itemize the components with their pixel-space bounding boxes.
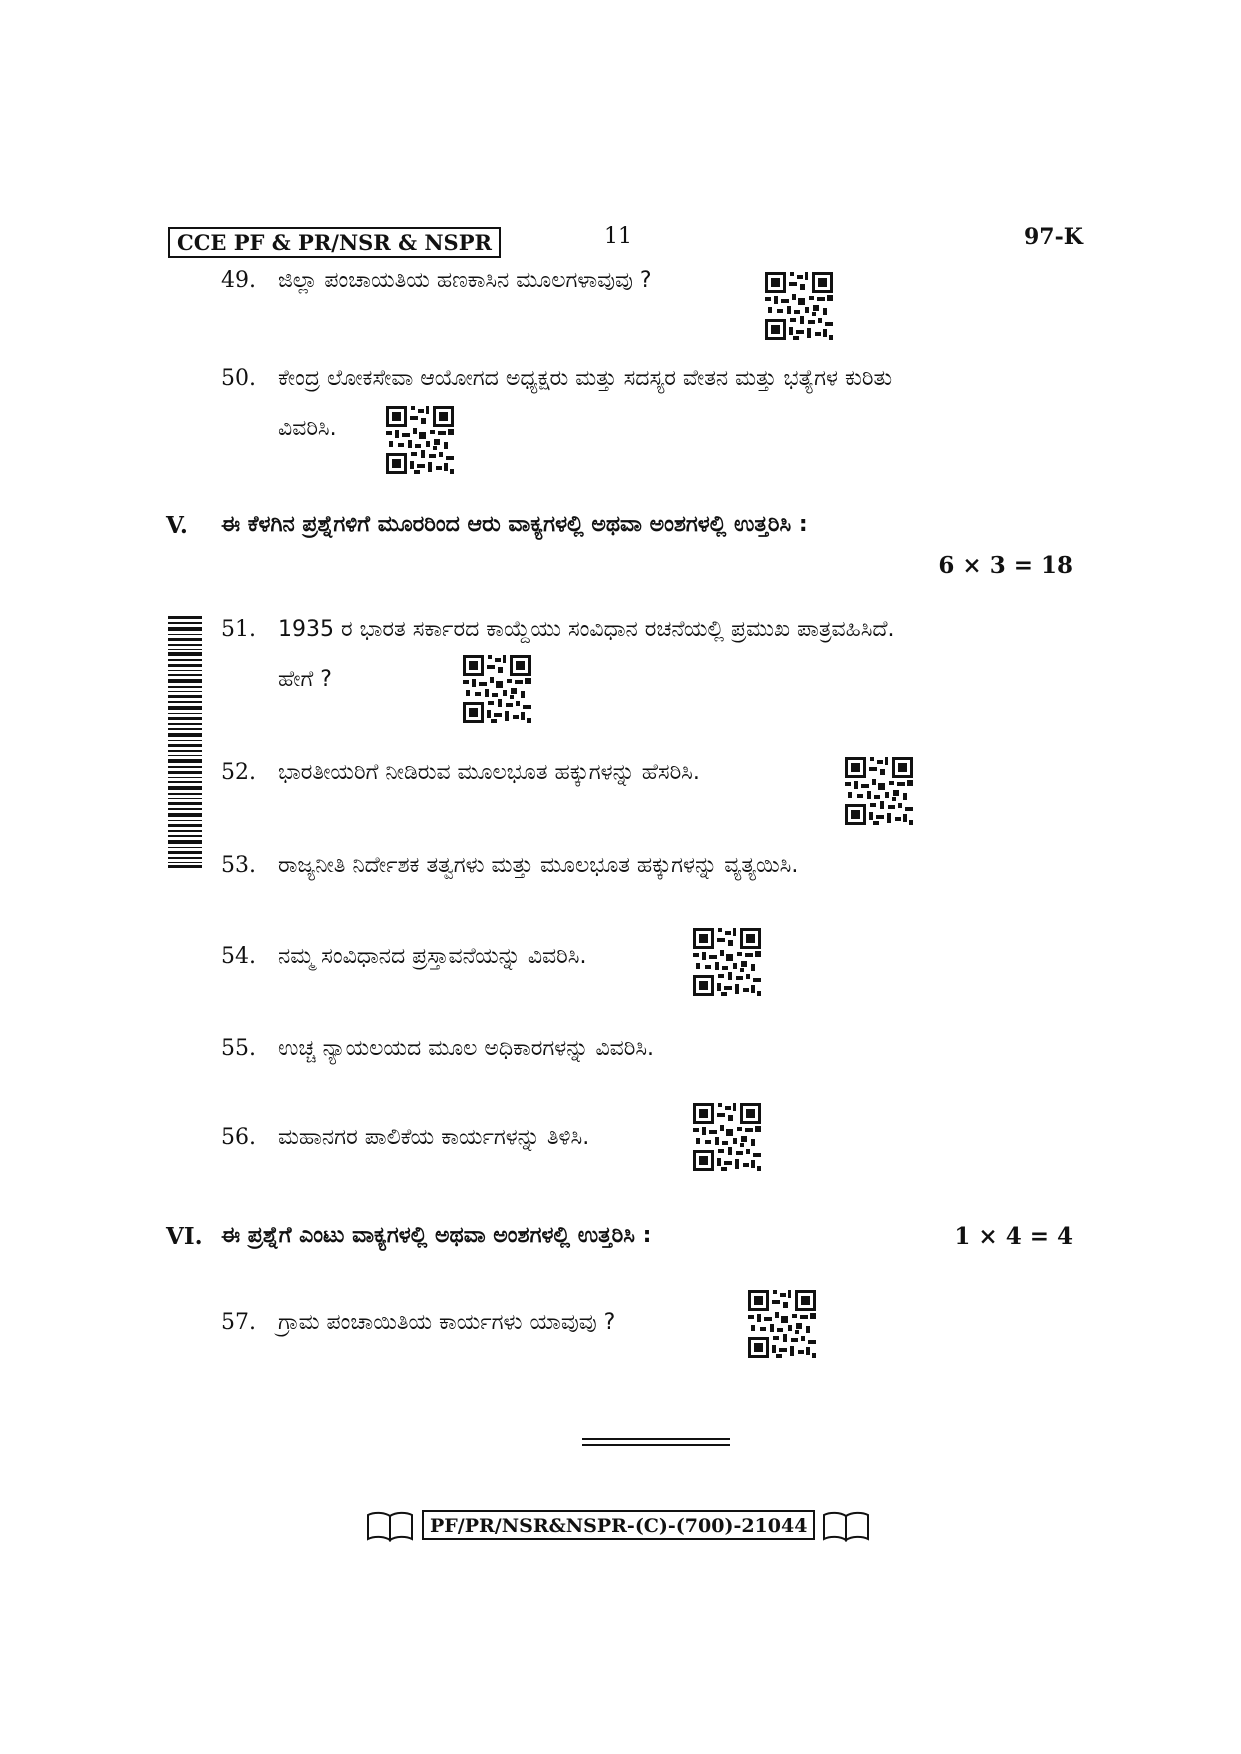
question-text-continued: ಹೇಗೆ ? xyxy=(278,667,332,692)
question-text: ನಮ್ಮ ಸಂವಿಧಾನದ ಪ್ರಸ್ತಾವನೆಯನ್ನು ವಿವರಿಸಿ. xyxy=(278,944,587,969)
question-number: 49. xyxy=(221,268,256,293)
footer-code-box: PF/PR/NSR&NSPR-(C)-(700)-21044 xyxy=(422,1510,815,1540)
question-text: 1935 ರ ಭಾರತ ಸರ್ಕಾರದ ಕಾಯ್ದೆಯು ಸಂವಿಧಾನ ರಚನೆಯಲ್ಲಿ ಪ್ರಮುಖ ಪಾತ್ರವಹಿಸಿದೆ. xyxy=(278,617,895,642)
book-icon xyxy=(822,1510,870,1542)
section-instruction: ಈ ಪ್ರಶ್ನೆಗೆ ಎಂಟು ವಾಕ್ಯಗಳಲ್ಲಿ ಅಥವಾ ಅಂಶಗಳಲ್ಲಿ ಉತ್ತರಿಸಿ : xyxy=(221,1223,652,1248)
question-number: 51. xyxy=(221,617,256,642)
question-number: 52. xyxy=(221,760,256,785)
question-number: 54. xyxy=(221,944,256,969)
question-text: ಗ್ರಾಮ ಪಂಚಾಯಿತಿಯ ಕಾರ್ಯಗಳು ಯಾವುವು ? xyxy=(278,1310,616,1335)
question-text: ಮಹಾನಗರ ಪಾಲಿಕೆಯ ಕಾರ್ಯಗಳನ್ನು ತಿಳಿಸಿ. xyxy=(278,1125,590,1150)
book-icon xyxy=(366,1510,414,1542)
question-text: ಉಚ್ಚ ನ್ಯಾಯಲಯದ ಮೂಲ ಅಧಿಕಾರಗಳನ್ನು ವಿವರಿಸಿ. xyxy=(278,1036,655,1061)
qr-code-icon[interactable] xyxy=(765,272,833,340)
qr-code-icon[interactable] xyxy=(693,928,761,996)
question-text: ಕೇಂದ್ರ ಲೋಕಸೇವಾ ಆಯೋಗದ ಅಧ್ಯಕ್ಷರು ಮತ್ತು ಸದಸ್ಯರ ವೇತನ ಮತ್ತು ಭತ್ಯೆಗಳ ಕುರಿತು xyxy=(278,366,893,391)
question-text: ರಾಜ್ಯನೀತಿ ನಿರ್ದೇಶಕ ತತ್ವಗಳು ಮತ್ತು ಮೂಲಭೂತ ಹಕ್ಕುಗಳನ್ನು ವ್ಯತ್ಯಯಿಸಿ. xyxy=(278,853,799,878)
section-number: V. xyxy=(166,512,188,539)
exam-code-box: CCE PF & PR/NSR & NSPR xyxy=(168,227,501,258)
section-number: VI. xyxy=(166,1223,203,1250)
section-marks: 6 × 3 = 18 xyxy=(938,552,1073,579)
question-text: ಭಾರತೀಯರಿಗೆ ನೀಡಿರುವ ಮೂಲಭೂತ ಹಕ್ಕುಗಳನ್ನು ಹೆಸರಿಸಿ. xyxy=(278,760,700,785)
barcode-icon xyxy=(168,616,202,868)
qr-code-icon[interactable] xyxy=(693,1103,761,1171)
question-number: 50. xyxy=(221,366,256,391)
question-number: 57. xyxy=(221,1310,256,1335)
qr-code-icon[interactable] xyxy=(845,757,913,825)
section-marks: 1 × 4 = 4 xyxy=(954,1223,1073,1250)
question-text-continued: ವಿವರಿಸಿ. xyxy=(278,416,337,441)
question-number: 53. xyxy=(221,853,256,878)
qr-code-icon[interactable] xyxy=(463,655,531,723)
page-number: 11 xyxy=(604,224,632,249)
qr-code-icon[interactable] xyxy=(386,406,454,474)
question-number: 56. xyxy=(221,1125,256,1150)
paper-code: 97-K xyxy=(1024,224,1083,250)
qr-code-icon[interactable] xyxy=(748,1290,816,1358)
question-text: ಜಿಲ್ಲಾ ಪಂಚಾಯತಿಯ ಹಣಕಾಸಿನ ಮೂಲಗಳಾವುವು ? xyxy=(278,268,652,293)
end-rule xyxy=(582,1444,730,1446)
end-rule xyxy=(582,1438,730,1440)
question-number: 55. xyxy=(221,1036,256,1061)
section-instruction: ಈ ಕೆಳಗಿನ ಪ್ರಶ್ನೆಗಳಿಗೆ ಮೂರರಿಂದ ಆರು ವಾಕ್ಯಗಳಲ್ಲಿ ಅಥವಾ ಅಂಶಗಳಲ್ಲಿ ಉತ್ತರಿಸಿ : xyxy=(221,512,808,537)
